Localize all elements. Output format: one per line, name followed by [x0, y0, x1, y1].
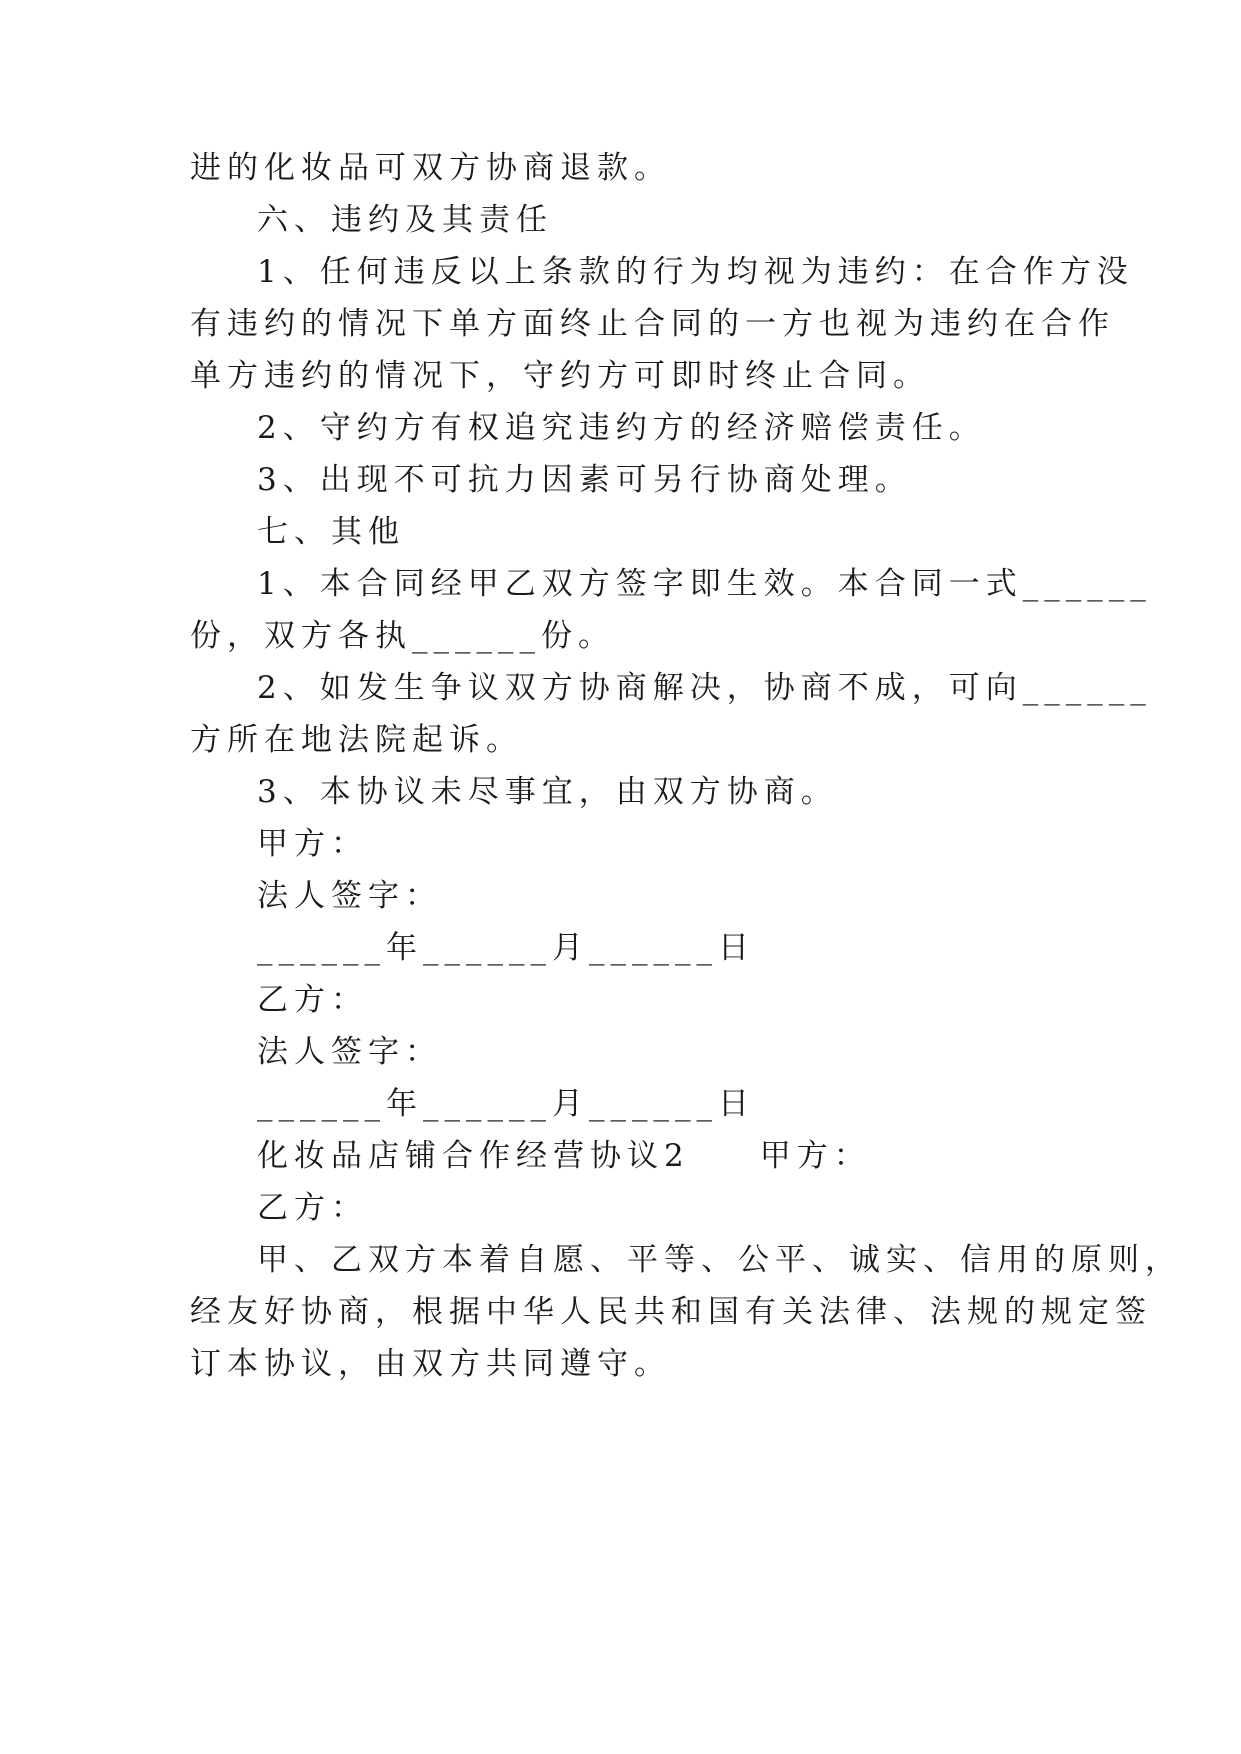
- agreement-2-party-a-label: 甲方：: [759, 1138, 871, 1174]
- clause-breach-1-line3: 单方违约的情况下，守约方可即时终止合同。: [190, 358, 930, 394]
- clause-other-1-line1: 1、本合同经甲乙双方签字即生效。本合同一式______: [257, 566, 1152, 602]
- party-b-signature-label: 法人签字：: [257, 1034, 442, 1070]
- section-heading-breach: 六、违约及其责任: [257, 202, 553, 238]
- section-heading-other: 七、其他: [257, 514, 405, 550]
- clause-breach-1-line1: 1、任何违反以上条款的行为均视为违约：在合作方没: [257, 254, 1134, 290]
- party-a-label: 甲方：: [257, 826, 368, 862]
- agreement-2-party-b-label: 乙方：: [257, 1190, 368, 1226]
- agreement-2-preamble-line1: 甲、乙双方本着自愿、平等、公平、诚实、信用的原则，: [257, 1242, 1182, 1278]
- party-a-signature-label: 法人签字：: [257, 878, 442, 914]
- paragraph-refund-text: 进的化妆品可双方协商退款。: [190, 150, 671, 186]
- clause-other-1-line2: 份，双方各执______份。: [190, 618, 615, 654]
- agreement-2-title: 化妆品店铺合作经营协议2: [257, 1138, 690, 1174]
- clause-other-2-line2: 方所在地法院起诉。: [190, 722, 523, 758]
- clause-other-2-line1: 2、如发生争议双方协商解决，协商不成，可向______: [257, 670, 1152, 706]
- clause-breach-1-line2: 有违约的情况下单方面终止合同的一方也视为违约在合作: [190, 306, 1115, 342]
- agreement-2-preamble-line2: 经友好协商，根据中华人民共和国有关法律、法规的规定签: [190, 1294, 1152, 1330]
- clause-other-3: 3、本协议未尽事宜，由双方协商。: [257, 774, 838, 810]
- party-b-date-line: ______年______月______日: [257, 1086, 755, 1122]
- party-b-label: 乙方：: [257, 982, 368, 1018]
- agreement-2-title-row: [257, 1136, 1060, 1176]
- party-a-date-line: ______年______月______日: [257, 930, 755, 966]
- clause-breach-2: 2、守约方有权追究违约方的经济赔偿责任。: [257, 410, 986, 446]
- agreement-2-preamble-line3: 订本协议，由双方共同遵守。: [190, 1346, 671, 1382]
- clause-breach-3: 3、出现不可抗力因素可另行协商处理。: [257, 462, 912, 498]
